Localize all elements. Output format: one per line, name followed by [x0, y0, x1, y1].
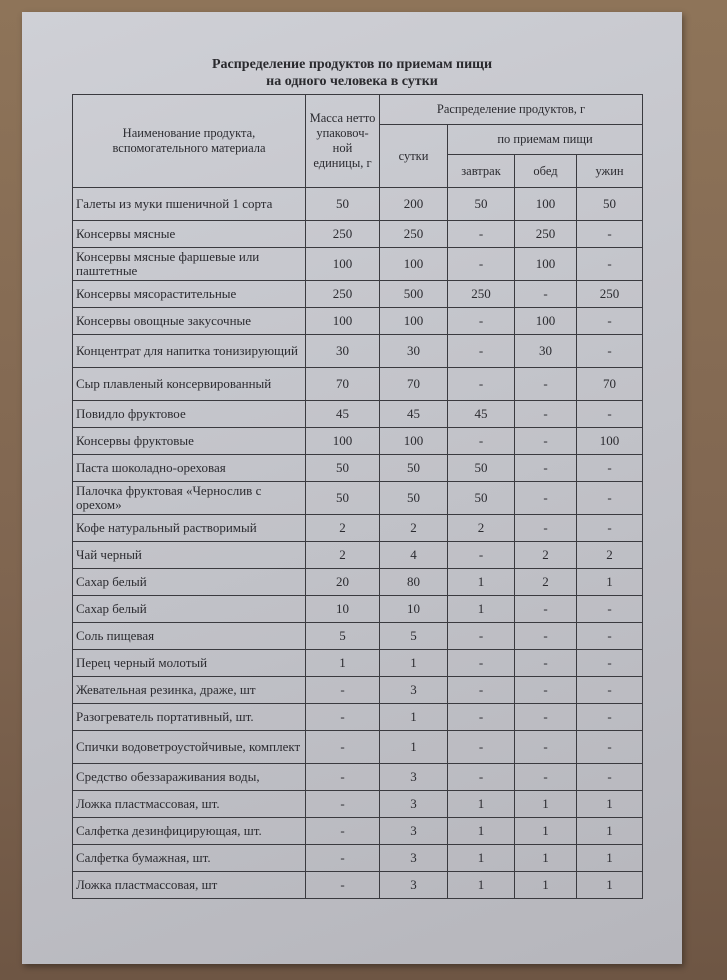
product-name-cell: Консервы овощные закусочные: [73, 308, 306, 335]
day-amount-cell: 1: [380, 731, 448, 764]
day-amount-cell: 3: [380, 872, 448, 899]
lunch-amount-cell: 250: [515, 221, 577, 248]
product-name-cell: Спички водоветроустойчивые, комплект: [73, 731, 306, 764]
unit-mass-cell: -: [306, 872, 380, 899]
day-amount-cell: 100: [380, 248, 448, 281]
dinner-amount-cell: 1: [577, 818, 643, 845]
dinner-amount-cell: 1: [577, 791, 643, 818]
lunch-amount-cell: -: [515, 650, 577, 677]
product-name-cell: Сахар белый: [73, 569, 306, 596]
breakfast-amount-cell: 2: [448, 515, 515, 542]
dinner-amount-cell: -: [577, 482, 643, 515]
dinner-amount-cell: -: [577, 596, 643, 623]
unit-mass-cell: 50: [306, 455, 380, 482]
table-row: [73, 704, 643, 731]
lunch-amount-cell: -: [515, 428, 577, 455]
product-name-cell: Консервы мясные: [73, 221, 306, 248]
product-name-cell: Галеты из муки пшеничной 1 сорта: [73, 188, 306, 221]
lunch-amount-cell: 100: [515, 308, 577, 335]
product-name-cell: Сахар белый: [73, 596, 306, 623]
dinner-amount-cell: -: [577, 308, 643, 335]
lunch-amount-cell: 1: [515, 845, 577, 872]
unit-mass-cell: -: [306, 845, 380, 872]
breakfast-amount-cell: 250: [448, 281, 515, 308]
dinner-amount-cell: 50: [577, 188, 643, 221]
table-row: [73, 596, 643, 623]
day-amount-cell: 50: [380, 482, 448, 515]
breakfast-amount-cell: 1: [448, 569, 515, 596]
breakfast-amount-cell: 1: [448, 872, 515, 899]
day-amount-cell: 80: [380, 569, 448, 596]
unit-mass-cell: 50: [306, 188, 380, 221]
unit-mass-cell: 250: [306, 281, 380, 308]
table-row: [73, 428, 643, 455]
product-name-cell: Разогреватель портативный, шт.: [73, 704, 306, 731]
dinner-amount-cell: -: [577, 515, 643, 542]
unit-mass-cell: 45: [306, 401, 380, 428]
dinner-amount-cell: -: [577, 221, 643, 248]
product-name-cell: Ложка пластмассовая, шт: [73, 872, 306, 899]
lunch-amount-cell: -: [515, 731, 577, 764]
lunch-amount-cell: -: [515, 677, 577, 704]
table-row: [73, 650, 643, 677]
table-row: [73, 248, 643, 281]
header-product-name: Наименование продукта, вспомогательного материала: [73, 95, 306, 188]
product-name-cell: Консервы фруктовые: [73, 428, 306, 455]
lunch-amount-cell: -: [515, 623, 577, 650]
lunch-amount-cell: -: [515, 281, 577, 308]
breakfast-amount-cell: -: [448, 221, 515, 248]
table-row: [73, 221, 643, 248]
unit-mass-cell: -: [306, 791, 380, 818]
lunch-amount-cell: -: [515, 455, 577, 482]
lunch-amount-cell: -: [515, 764, 577, 791]
unit-mass-cell: 70: [306, 368, 380, 401]
dinner-amount-cell: 250: [577, 281, 643, 308]
breakfast-amount-cell: -: [448, 764, 515, 791]
product-name-cell: Сыр плавленый консервированный: [73, 368, 306, 401]
breakfast-amount-cell: -: [448, 308, 515, 335]
day-amount-cell: 500: [380, 281, 448, 308]
breakfast-amount-cell: -: [448, 650, 515, 677]
breakfast-amount-cell: 1: [448, 845, 515, 872]
dinner-amount-cell: 70: [577, 368, 643, 401]
dinner-amount-cell: -: [577, 764, 643, 791]
lunch-amount-cell: 2: [515, 569, 577, 596]
table-row: [73, 482, 643, 515]
table-row: [73, 335, 643, 368]
table-row: [73, 677, 643, 704]
product-name-cell: Чай черный: [73, 542, 306, 569]
breakfast-amount-cell: -: [448, 677, 515, 704]
day-amount-cell: 5: [380, 623, 448, 650]
page-title: [22, 56, 682, 90]
lunch-amount-cell: 30: [515, 335, 577, 368]
dinner-amount-cell: -: [577, 650, 643, 677]
lunch-amount-cell: -: [515, 515, 577, 542]
table-row: [73, 872, 643, 899]
breakfast-amount-cell: 1: [448, 818, 515, 845]
day-amount-cell: 4: [380, 542, 448, 569]
breakfast-amount-cell: 45: [448, 401, 515, 428]
header-distribution: Распределение продуктов, г: [380, 95, 643, 125]
product-name-cell: Жевательная резинка, драже, шт: [73, 677, 306, 704]
unit-mass-cell: 1: [306, 650, 380, 677]
lunch-amount-cell: -: [515, 401, 577, 428]
dinner-amount-cell: -: [577, 623, 643, 650]
unit-mass-cell: 20: [306, 569, 380, 596]
product-name-cell: Палочка фруктовая «Чернослив с орехом»: [73, 482, 306, 515]
lunch-amount-cell: 100: [515, 248, 577, 281]
unit-mass-cell: -: [306, 818, 380, 845]
header-meals: по приемам пищи: [448, 125, 643, 155]
lunch-amount-cell: 1: [515, 791, 577, 818]
title-line-1: Распределение продуктов по приемам пищи: [211, 57, 493, 72]
breakfast-amount-cell: -: [448, 428, 515, 455]
dinner-amount-cell: -: [577, 677, 643, 704]
table-row: [73, 791, 643, 818]
product-name-cell: Консервы мясные фаршевые или паштетные: [73, 248, 306, 281]
header-day: сутки: [380, 125, 448, 188]
product-name-cell: Консервы мясорастительные: [73, 281, 306, 308]
dinner-amount-cell: 1: [577, 872, 643, 899]
dinner-amount-cell: -: [577, 704, 643, 731]
unit-mass-cell: 50: [306, 482, 380, 515]
product-name-cell: Соль пищевая: [73, 623, 306, 650]
product-name-cell: Повидло фруктовое: [73, 401, 306, 428]
table-row: [73, 764, 643, 791]
header-unit-mass: Масса нетто упаковоч-ной единицы, г: [306, 95, 380, 188]
table-row: [73, 401, 643, 428]
product-name-cell: Салфетка дезинфицирующая, шт.: [73, 818, 306, 845]
breakfast-amount-cell: 50: [448, 188, 515, 221]
breakfast-amount-cell: 1: [448, 596, 515, 623]
product-name-cell: Перец черный молотый: [73, 650, 306, 677]
day-amount-cell: 100: [380, 308, 448, 335]
breakfast-amount-cell: 50: [448, 482, 515, 515]
day-amount-cell: 1: [380, 650, 448, 677]
product-name-cell: Ложка пластмассовая, шт.: [73, 791, 306, 818]
breakfast-amount-cell: -: [448, 335, 515, 368]
unit-mass-cell: 100: [306, 248, 380, 281]
breakfast-amount-cell: 1: [448, 791, 515, 818]
document-page: [22, 12, 682, 964]
header-breakfast: завтрак: [448, 155, 515, 188]
dinner-amount-cell: 1: [577, 569, 643, 596]
unit-mass-cell: 10: [306, 596, 380, 623]
day-amount-cell: 250: [380, 221, 448, 248]
table-row: [73, 623, 643, 650]
breakfast-amount-cell: -: [448, 731, 515, 764]
day-amount-cell: 45: [380, 401, 448, 428]
dinner-amount-cell: -: [577, 248, 643, 281]
product-name-cell: Кофе натуральный растворимый: [73, 515, 306, 542]
unit-mass-cell: -: [306, 677, 380, 704]
title-line-2: на одного человека в сутки: [266, 74, 438, 89]
unit-mass-cell: 100: [306, 428, 380, 455]
unit-mass-cell: 2: [306, 542, 380, 569]
day-amount-cell: 1: [380, 704, 448, 731]
lunch-amount-cell: -: [515, 368, 577, 401]
table-row: [73, 515, 643, 542]
lunch-amount-cell: 1: [515, 872, 577, 899]
unit-mass-cell: 250: [306, 221, 380, 248]
day-amount-cell: 10: [380, 596, 448, 623]
distribution-table: [72, 94, 643, 899]
table-row: [73, 818, 643, 845]
product-name-cell: Паста шоколадно-ореховая: [73, 455, 306, 482]
day-amount-cell: 3: [380, 818, 448, 845]
day-amount-cell: 30: [380, 335, 448, 368]
product-name-cell: Средство обеззараживания воды,: [73, 764, 306, 791]
dinner-amount-cell: -: [577, 731, 643, 764]
day-amount-cell: 3: [380, 845, 448, 872]
dinner-amount-cell: -: [577, 401, 643, 428]
lunch-amount-cell: -: [515, 596, 577, 623]
dinner-amount-cell: 100: [577, 428, 643, 455]
breakfast-amount-cell: -: [448, 248, 515, 281]
day-amount-cell: 100: [380, 428, 448, 455]
day-amount-cell: 3: [380, 791, 448, 818]
product-name-cell: Концентрат для напитка тонизирующий: [73, 335, 306, 368]
lunch-amount-cell: 1: [515, 818, 577, 845]
day-amount-cell: 3: [380, 764, 448, 791]
day-amount-cell: 200: [380, 188, 448, 221]
day-amount-cell: 50: [380, 455, 448, 482]
breakfast-amount-cell: -: [448, 542, 515, 569]
table-row: [73, 308, 643, 335]
table-row: [73, 188, 643, 221]
lunch-amount-cell: -: [515, 704, 577, 731]
dinner-amount-cell: 1: [577, 845, 643, 872]
lunch-amount-cell: -: [515, 482, 577, 515]
table-row: [73, 731, 643, 764]
day-amount-cell: 3: [380, 677, 448, 704]
lunch-amount-cell: 100: [515, 188, 577, 221]
unit-mass-cell: 5: [306, 623, 380, 650]
day-amount-cell: 2: [380, 515, 448, 542]
dinner-amount-cell: 2: [577, 542, 643, 569]
unit-mass-cell: 2: [306, 515, 380, 542]
table-row: [73, 845, 643, 872]
table-row: [73, 455, 643, 482]
dinner-amount-cell: -: [577, 455, 643, 482]
dinner-amount-cell: -: [577, 335, 643, 368]
breakfast-amount-cell: -: [448, 368, 515, 401]
breakfast-amount-cell: -: [448, 704, 515, 731]
header-dinner: ужин: [577, 155, 643, 188]
unit-mass-cell: 100: [306, 308, 380, 335]
table-row: [73, 368, 643, 401]
breakfast-amount-cell: 50: [448, 455, 515, 482]
table-row: [73, 569, 643, 596]
header-lunch: обед: [515, 155, 577, 188]
unit-mass-cell: 30: [306, 335, 380, 368]
day-amount-cell: 70: [380, 368, 448, 401]
unit-mass-cell: -: [306, 731, 380, 764]
unit-mass-cell: -: [306, 764, 380, 791]
lunch-amount-cell: 2: [515, 542, 577, 569]
table-row: [73, 281, 643, 308]
table-row: [73, 542, 643, 569]
unit-mass-cell: -: [306, 704, 380, 731]
product-name-cell: Салфетка бумажная, шт.: [73, 845, 306, 872]
breakfast-amount-cell: -: [448, 623, 515, 650]
